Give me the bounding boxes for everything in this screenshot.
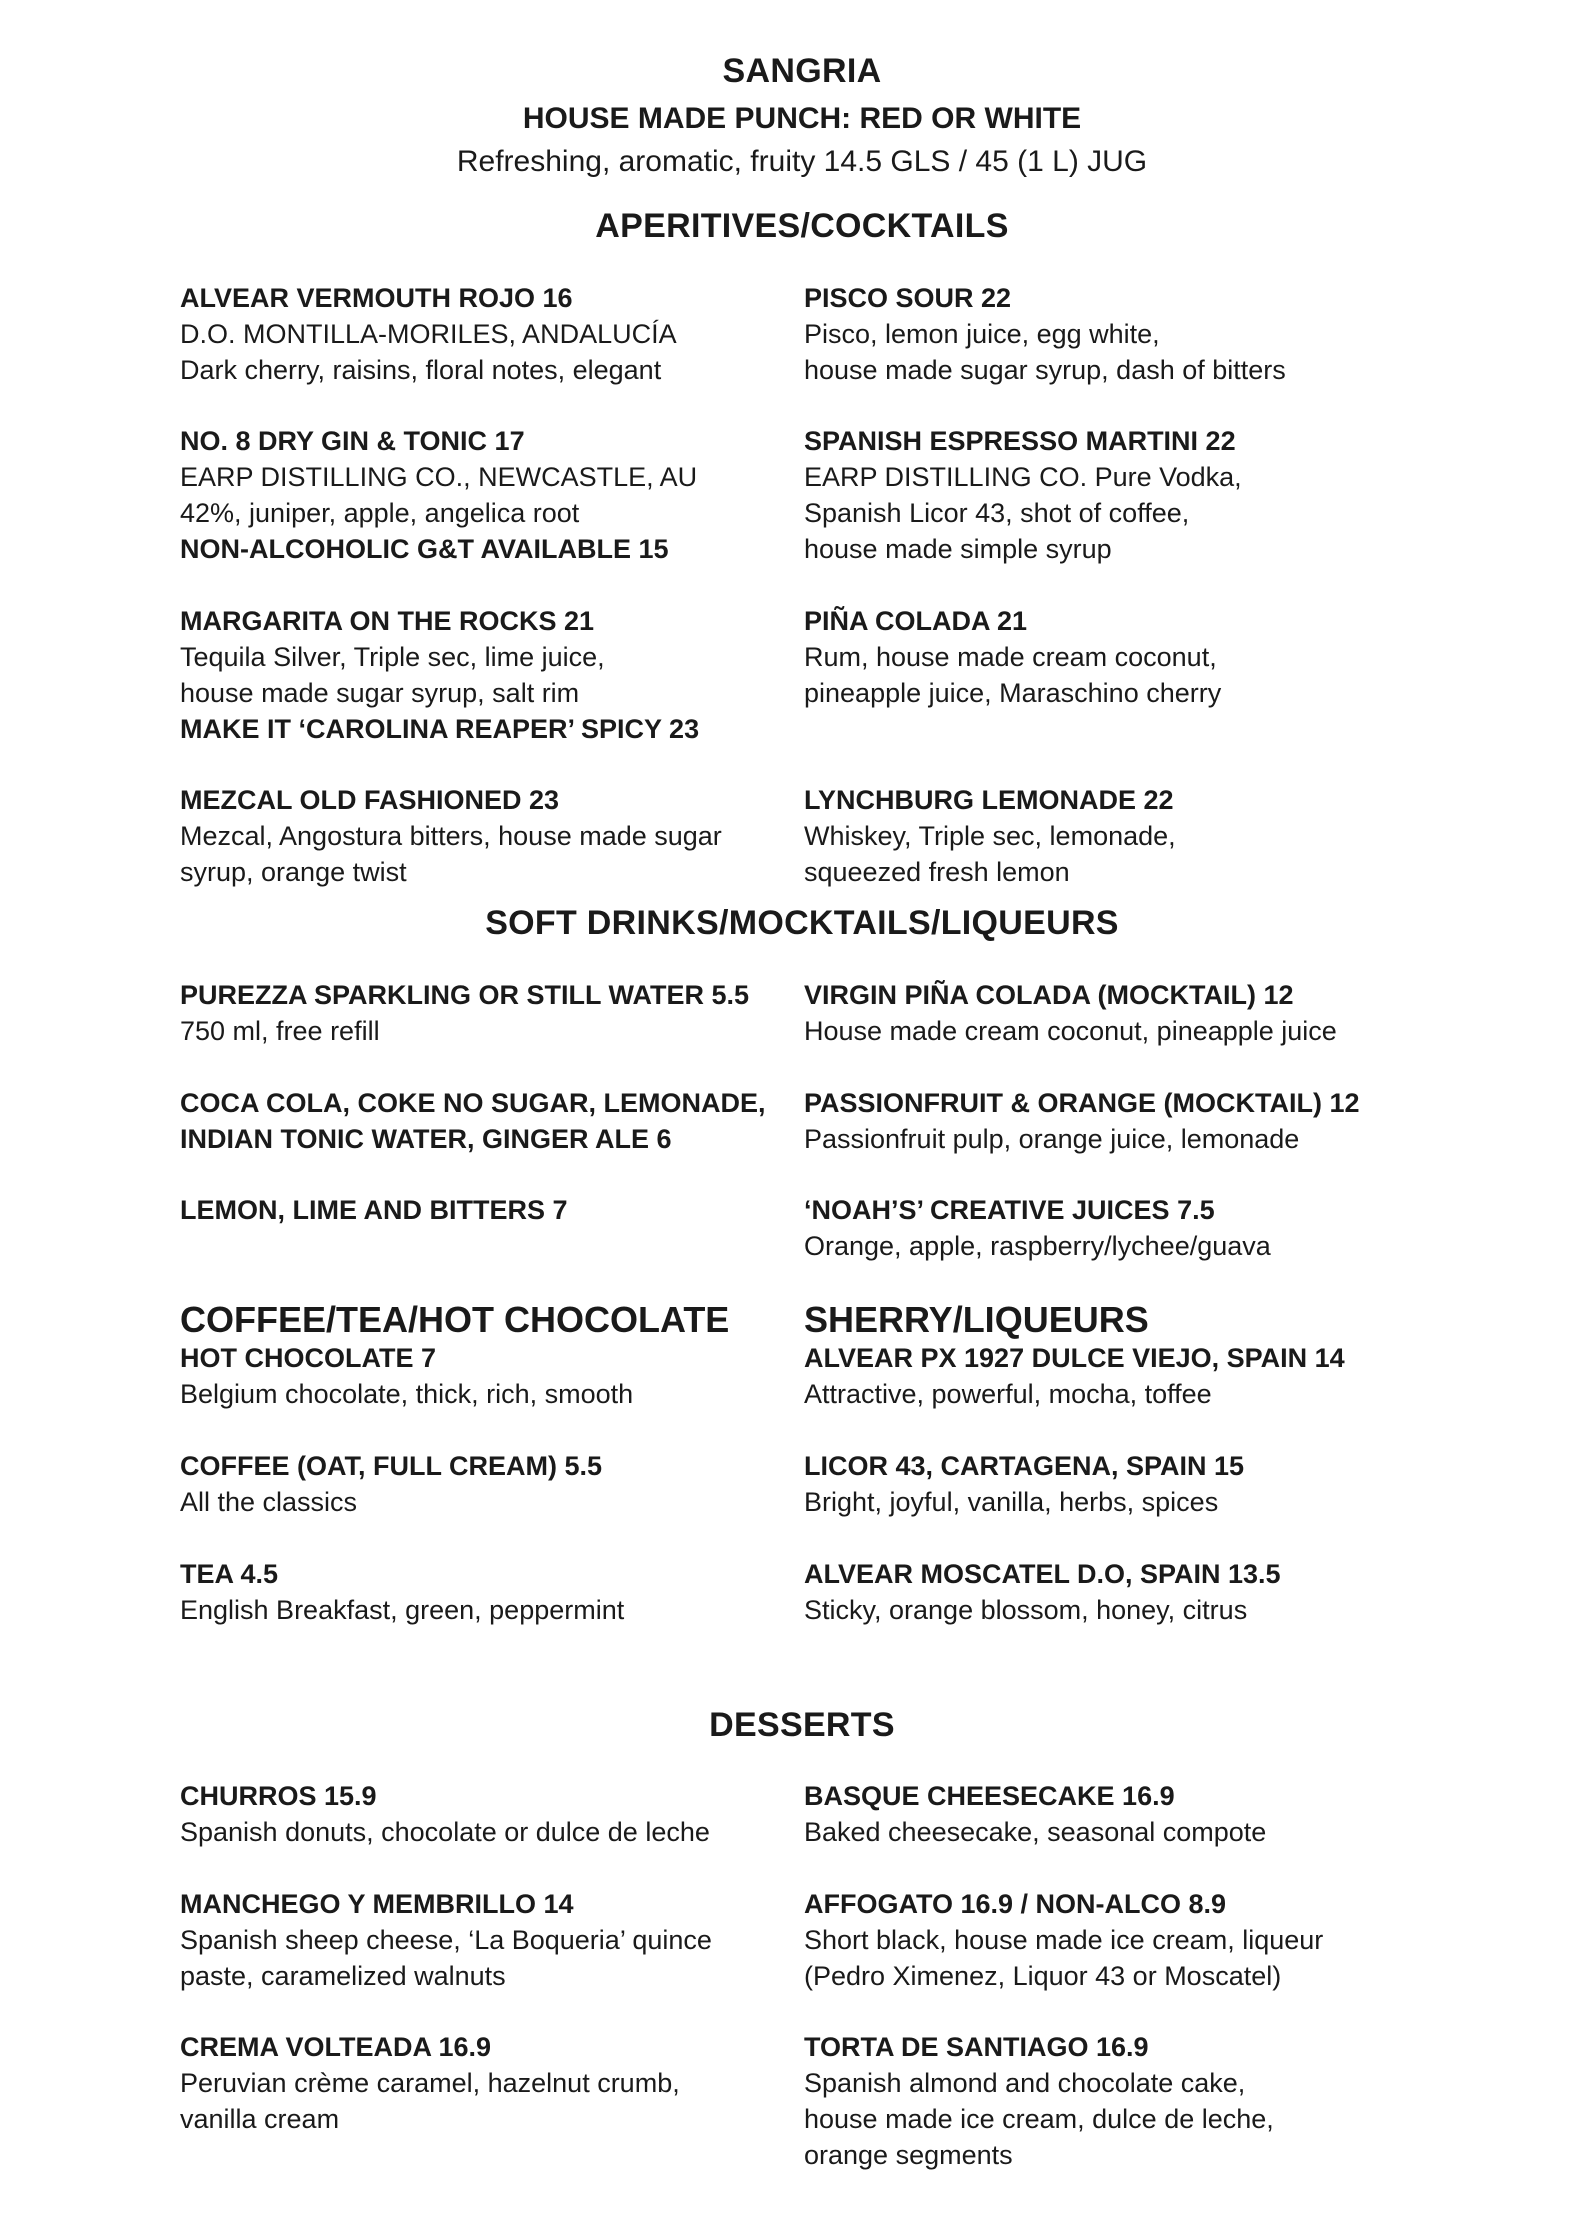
menu-item	[804, 1340, 1345, 1412]
item-name: VIRGIN PIÑA COLADA (MOCKTAIL) 12	[804, 980, 1294, 1010]
item-desc: All the classics	[180, 1487, 358, 1517]
item-name: MANCHEGO Y MEMBRILLO 14	[180, 1889, 574, 1919]
item-desc: (Pedro Ximenez, Liquor 43 or Moscatel)	[804, 1961, 1282, 1991]
menu-item	[804, 2029, 1274, 2173]
item-desc: Orange, apple, raspberry/lychee/guava	[804, 1231, 1271, 1261]
item-desc: Attractive, powerful, mocha, toffee	[804, 1379, 1212, 1409]
item-name: PIÑA COLADA 21	[804, 606, 1028, 636]
menu-item	[804, 1778, 1266, 1850]
item-name: COFFEE (OAT, FULL CREAM) 5.5	[180, 1451, 603, 1481]
item-extra: NON-ALCOHOLIC G&T AVAILABLE 15	[180, 534, 669, 564]
item-name: ALVEAR PX 1927 DULCE VIEJO, SPAIN 14	[804, 1343, 1345, 1373]
menu-item	[180, 423, 697, 567]
item-name: MEZCAL OLD FASHIONED 23	[180, 785, 560, 815]
item-desc: house made ice cream, dulce de leche,	[804, 2104, 1274, 2134]
item-desc: English Breakfast, green, peppermint	[180, 1595, 625, 1625]
item-name: PISCO SOUR 22	[804, 283, 1012, 313]
menu-item	[180, 280, 677, 388]
item-desc: Belgium chocolate, thick, rich, smooth	[180, 1379, 634, 1409]
item-name: PASSIONFRUIT & ORANGE (MOCKTAIL) 12	[804, 1088, 1360, 1118]
item-name: CHURROS 15.9	[180, 1781, 377, 1811]
menu-item	[180, 1340, 633, 1412]
item-name: LICOR 43, CARTAGENA, SPAIN 15	[804, 1451, 1245, 1481]
item-desc: Whiskey, Triple sec, lemonade,	[804, 821, 1176, 851]
sangria-title: SANGRIA	[722, 52, 882, 90]
item-desc: Dark cherry, raisins, floral notes, elegant	[180, 355, 662, 385]
item-name: TEA 4.5	[180, 1559, 279, 1589]
item-name: LYNCHBURG LEMONADE 22	[804, 785, 1174, 815]
item-desc: D.O. MONTILLA-MORILES, ANDALUCÍA	[180, 319, 677, 349]
menu-item	[180, 1085, 766, 1157]
item-desc: Mezcal, Angostura bitters, house made sugar	[180, 821, 722, 851]
item-name: BASQUE CHEESECAKE 16.9	[804, 1781, 1175, 1811]
coffee-title: COFFEE/TEA/HOT CHOCOLATE	[180, 1299, 730, 1340]
item-name: COCA COLA, COKE NO SUGAR, LEMONADE,	[180, 1088, 766, 1118]
menu-item	[180, 1886, 712, 1994]
item-name: ‘NOAH’S’ CREATIVE JUICES 7.5	[804, 1195, 1215, 1225]
menu-item	[804, 782, 1176, 890]
menu-item	[180, 1192, 568, 1228]
item-desc: paste, caramelized walnuts	[180, 1961, 506, 1991]
soft-drinks-title: SOFT DRINKS/MOCKTAILS/LIQUEURS	[485, 904, 1119, 942]
item-desc: EARP DISTILLING CO., NEWCASTLE, AU	[180, 462, 698, 492]
item-desc: Peruvian crème caramel, hazelnut crumb,	[180, 2068, 680, 2098]
item-name: TORTA DE SANTIAGO 16.9	[804, 2032, 1149, 2062]
menu-item	[804, 1085, 1360, 1157]
menu-item	[804, 423, 1242, 567]
item-desc: 42%, juniper, apple, angelica root	[180, 498, 580, 528]
item-desc: 750 ml, free refill	[180, 1016, 380, 1046]
item-name: SPANISH ESPRESSO MARTINI 22	[804, 426, 1236, 456]
item-name: LEMON, LIME AND BITTERS 7	[180, 1195, 568, 1225]
item-name: AFFOGATO 16.9 / NON-ALCO 8.9	[804, 1889, 1227, 1919]
item-desc: Tequila Silver, Triple sec, lime juice,	[180, 642, 605, 672]
item-desc: orange segments	[804, 2140, 1013, 2170]
sherry-title: SHERRY/LIQUEURS	[804, 1299, 1149, 1340]
menu-item	[180, 2029, 680, 2137]
menu-item	[180, 1448, 602, 1520]
item-desc: EARP DISTILLING CO. Pure Vodka,	[804, 462, 1242, 492]
menu-item	[180, 977, 749, 1049]
menu-item	[804, 977, 1337, 1049]
menu-item	[804, 280, 1286, 388]
item-extra: MAKE IT ‘CAROLINA REAPER’ SPICY 23	[180, 714, 700, 744]
menu-item	[804, 1886, 1323, 1994]
aperitives-title: APERITIVES/COCKTAILS	[595, 207, 1009, 245]
sangria-subtitle: HOUSE MADE PUNCH: RED OR WHITE	[522, 102, 1082, 135]
item-desc: house made sugar syrup, salt rim	[180, 678, 580, 708]
item-desc: house made simple syrup	[804, 534, 1112, 564]
desserts-title: DESSERTS	[709, 1706, 895, 1744]
menu-item	[804, 1556, 1281, 1628]
menu-item	[180, 1778, 710, 1850]
menu-item	[180, 1556, 624, 1628]
item-desc: Spanish donuts, chocolate or dulce de leche	[180, 1817, 710, 1847]
menu-item	[180, 782, 722, 890]
menu-item	[180, 603, 699, 747]
item-name: PUREZZA SPARKLING OR STILL WATER 5.5	[180, 980, 750, 1010]
item-desc: house made sugar syrup, dash of bitters	[804, 355, 1286, 385]
item-name: CREMA VOLTEADA 16.9	[180, 2032, 492, 2062]
item-name-cont: INDIAN TONIC WATER, GINGER ALE 6	[180, 1124, 672, 1154]
item-desc: pineapple juice, Maraschino cherry	[804, 678, 1222, 708]
item-desc: squeezed fresh lemon	[804, 857, 1070, 887]
sangria-description: Refreshing, aromatic, fruity 14.5 GLS / 45 (1 L) JUG	[456, 145, 1148, 178]
item-desc: Sticky, orange blossom, honey, citrus	[804, 1595, 1248, 1625]
item-name: NO. 8 DRY GIN & TONIC 17	[180, 426, 525, 456]
menu-item	[804, 1448, 1244, 1520]
item-desc: House made cream coconut, pineapple juice	[804, 1016, 1337, 1046]
item-name: HOT CHOCOLATE 7	[180, 1343, 436, 1373]
item-desc: Spanish almond and chocolate cake,	[804, 2068, 1246, 2098]
menu-item	[804, 603, 1221, 711]
item-name: MARGARITA ON THE ROCKS 21	[180, 606, 595, 636]
item-name: ALVEAR VERMOUTH ROJO 16	[180, 283, 573, 313]
item-desc: Passionfruit pulp, orange juice, lemonade	[804, 1124, 1300, 1154]
menu-item	[804, 1192, 1271, 1264]
item-desc: Spanish Licor 43, shot of coffee,	[804, 498, 1190, 528]
item-desc: Rum, house made cream coconut,	[804, 642, 1217, 672]
item-desc: Short black, house made ice cream, liqueur	[804, 1925, 1324, 1955]
item-name: ALVEAR MOSCATEL D.O, SPAIN 13.5	[804, 1559, 1281, 1589]
item-desc: vanilla cream	[180, 2104, 340, 2134]
item-desc: Pisco, lemon juice, egg white,	[804, 319, 1160, 349]
item-desc: syrup, orange twist	[180, 857, 407, 887]
item-desc: Bright, joyful, vanilla, herbs, spices	[804, 1487, 1219, 1517]
item-desc: Spanish sheep cheese, ‘La Boqueria’ quince	[180, 1925, 712, 1955]
item-desc: Baked cheesecake, seasonal compote	[804, 1817, 1267, 1847]
